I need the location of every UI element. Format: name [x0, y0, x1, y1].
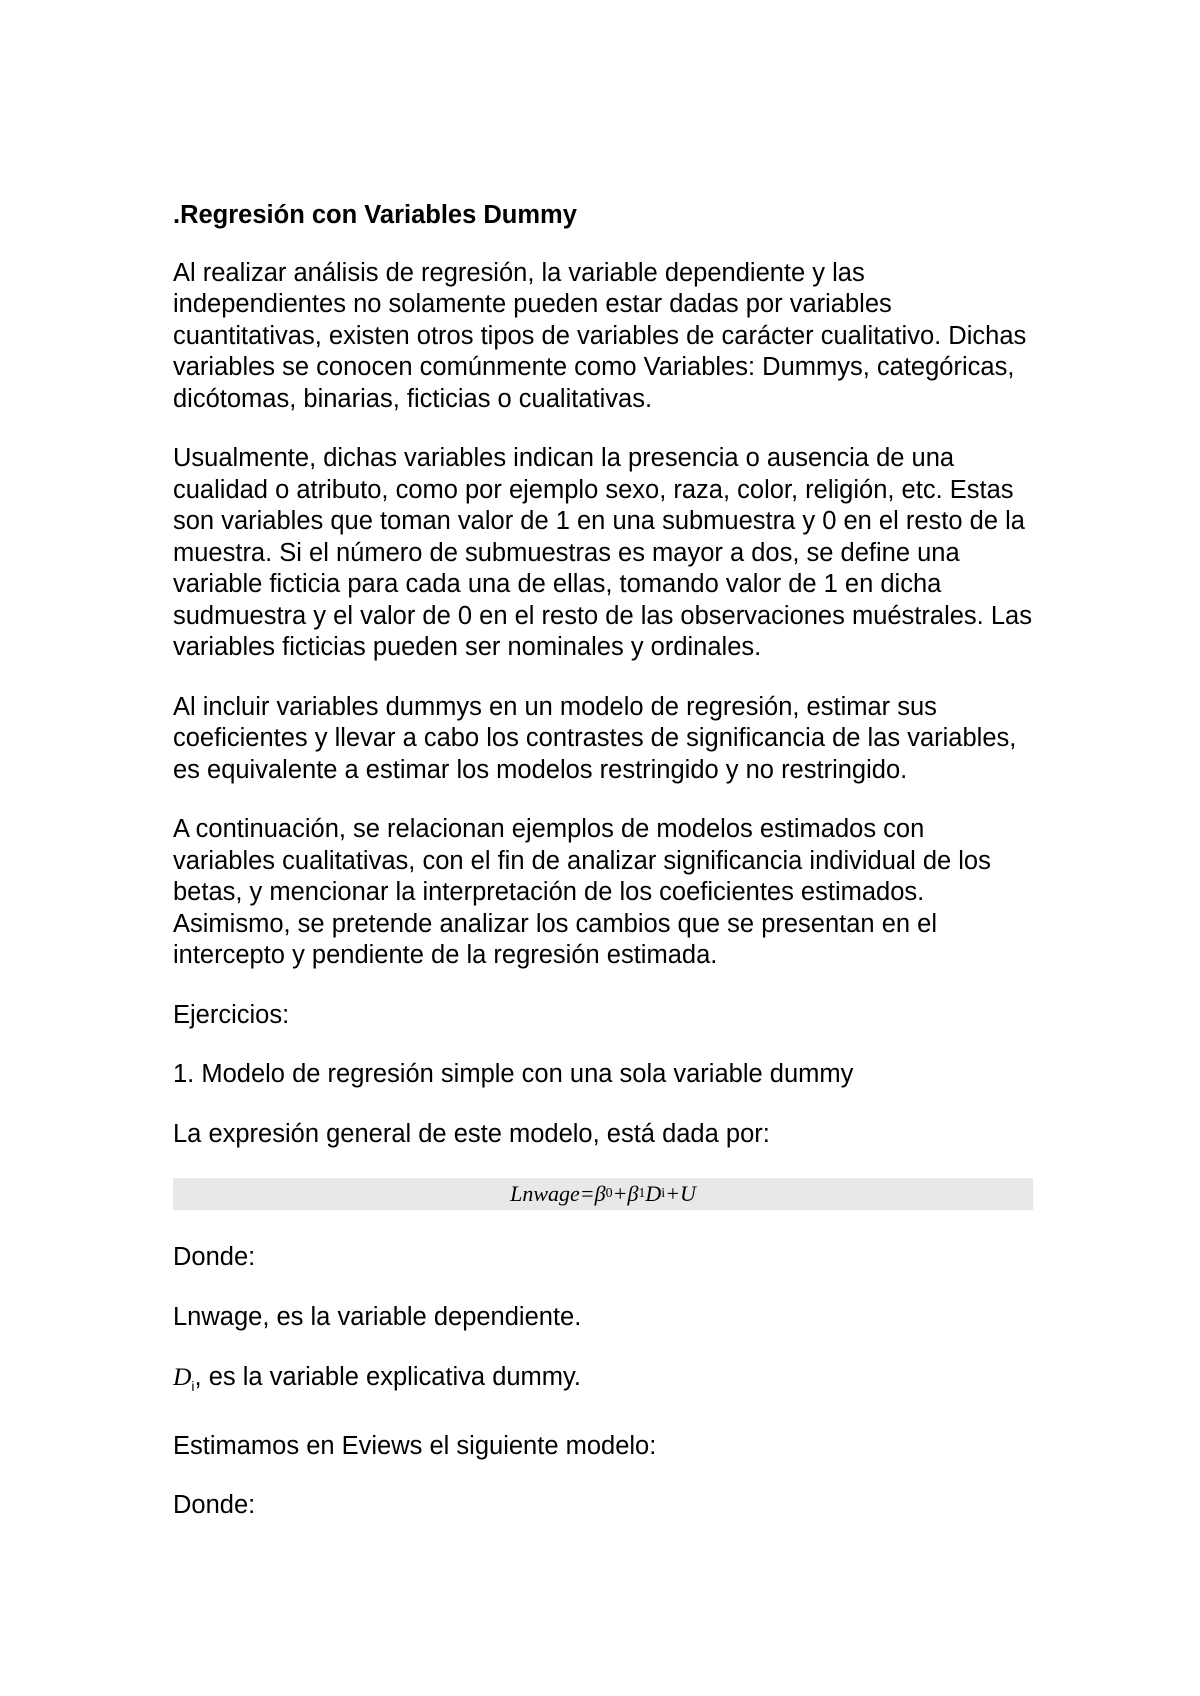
- paragraph-expresion: La expresión general de este modelo, está dada por:: [173, 1119, 770, 1148]
- formula-beta0: β: [594, 1181, 606, 1207]
- label-donde-1: Donde:: [173, 1243, 256, 1271]
- paragraph-eviews: Estimamos en Eviews el siguiente modelo:: [173, 1431, 657, 1460]
- di-subscript: i: [191, 1378, 195, 1394]
- formula-tail: +U: [665, 1181, 696, 1207]
- formula-d: D: [645, 1181, 662, 1207]
- definition-lnwage: Lnwage, es la variable dependiente.: [173, 1302, 582, 1331]
- formula-beta1: β: [627, 1181, 639, 1207]
- label-donde-2: Donde:: [173, 1491, 256, 1519]
- formula-lhs: Lnwage=: [510, 1181, 595, 1207]
- heading-model-1: 1. Modelo de regresión simple con una sola variable dummy: [173, 1060, 854, 1088]
- formula-plus: +: [612, 1181, 628, 1207]
- formula-sub-i: i: [661, 1186, 666, 1202]
- paragraph-continuacion: A continuación, se relacionan ejemplos de modelos estimados con variables cualitativas, con el fin de analizar significancia individual de los betas, y mencionar la interpretación de los coeficientes estimados. Asimismo, se pretende analizar los cambios que se presentan en el intercepto y pendiente de la regresión estimada.: [173, 815, 991, 969]
- paragraph-incluir: Al incluir variables dummys en un modelo de regresión, estimar sus coeficientes y llevar a cabo los contrastes de significancia de las variables, es equivalente a estimar los modelos restringido y no restringido.: [173, 692, 1017, 784]
- document-body: [173, 200, 1033, 1550]
- regression-formula: [173, 1178, 1033, 1210]
- paragraph-intro: Al realizar análisis de regresión, la variable dependiente y las independientes no solamente pueden estar dadas por variables cuantitativas, existen otros tipos de variables de carácter cualitativo. Dichas variables se conocen comúnmente como Variables: Dummys, categóricas, dicótomas, binarias, ficticias o cualitativas.: [173, 258, 1027, 413]
- di-text: , es la variable explicativa dummy.: [194, 1363, 581, 1391]
- heading-ejercicios: Ejercicios:: [173, 1000, 290, 1029]
- formula-sub1: 1: [638, 1186, 646, 1202]
- paragraph-usualmente: Usualmente, dichas variables indican la presencia o ausencia de una cualidad o atributo, como por ejemplo sexo, raza, color, religión, etc. Estas son variables que toman valor de 1 en una submuestra y 0 en el resto de la muestra. Si el número de submuestras es mayor a dos, se define una variable ficticia para cada una de ellas, tomando valor de 1 en dicha sudmuestra y el valor de 0 en el resto de las observaciones muéstrales. Las variables ficticias pueden ser nominales y ordinales.: [173, 444, 1032, 661]
- document-title: .Regresión con Variables Dummy: [173, 201, 577, 229]
- definition-di: [173, 1361, 1033, 1403]
- di-symbol: D: [173, 1362, 192, 1391]
- formula-sub0: 0: [605, 1186, 613, 1202]
